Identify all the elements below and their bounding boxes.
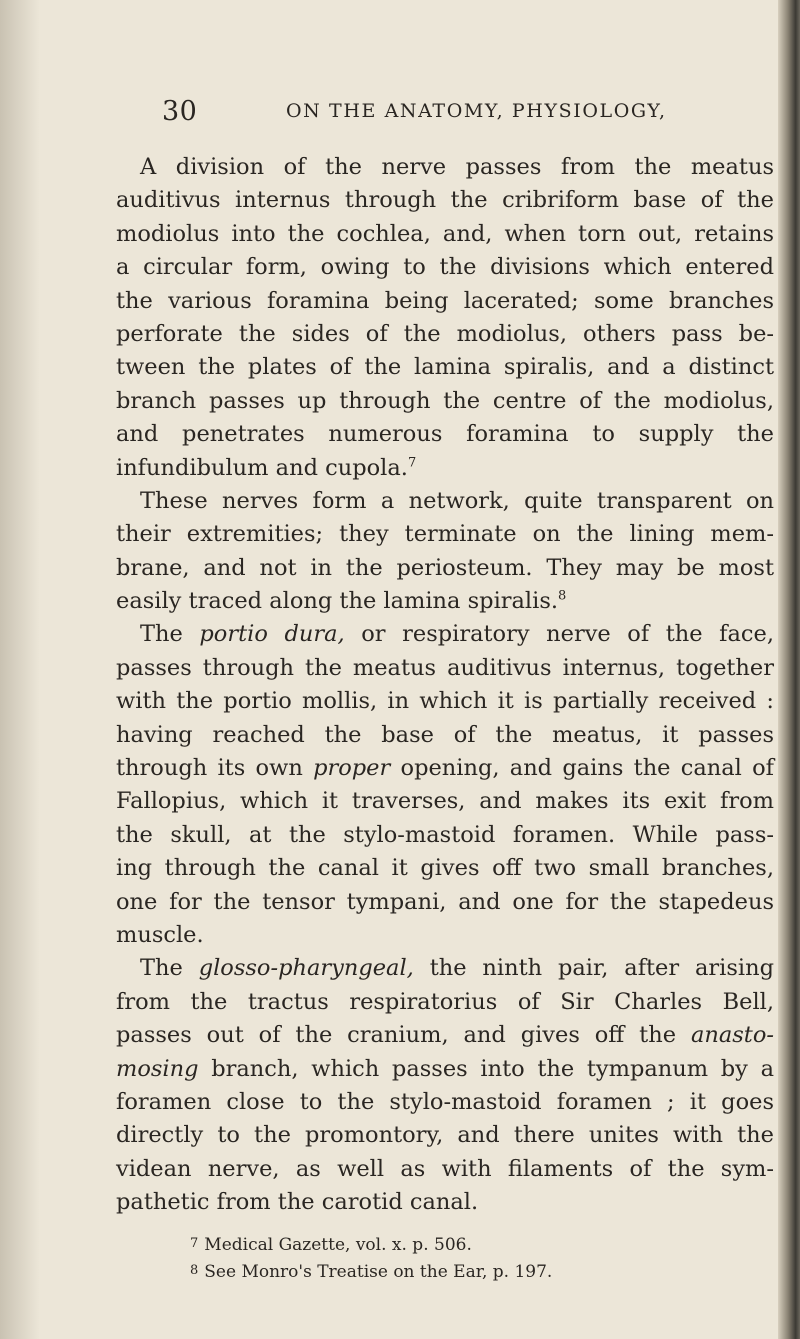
- text-line: [116, 552, 774, 585]
- footnote-text: See Monro's Treatise on the Ear, p. 197.: [204, 1262, 553, 1282]
- text-line: [116, 719, 774, 752]
- page-header: [162, 96, 742, 136]
- text-run: auditivus internus through the cribriform base of the: [116, 187, 774, 214]
- text-run: directly to the promontory, and there unites with the: [116, 1122, 774, 1149]
- text-line: [116, 819, 774, 852]
- text-run: Fallopius, which it traverses, and makes its exit from: [116, 788, 774, 815]
- text-run: the ninth pair, after arising: [413, 955, 774, 982]
- text-line: [116, 986, 774, 1019]
- text-line: [116, 752, 774, 785]
- text-line: [116, 218, 774, 251]
- text-run: ing through the canal it gives off two small branches,: [116, 855, 774, 882]
- page-number: 30: [162, 96, 198, 127]
- text-line: [116, 1086, 774, 1119]
- text-line: [116, 1019, 774, 1052]
- text-run: brane, and not in the periosteum. They may be most: [116, 554, 774, 581]
- text-run: The: [140, 621, 200, 648]
- footnote-mark: 8: [190, 1263, 199, 1278]
- text-line: [116, 1186, 774, 1219]
- text-run: videan nerve, as well as with filaments of the sym-: [116, 1155, 774, 1182]
- text-line: [116, 852, 774, 885]
- text-line: [116, 351, 774, 384]
- text-line: [116, 184, 774, 217]
- footnote-reference[interactable]: 7: [407, 455, 417, 471]
- text-line: [116, 585, 774, 618]
- footnote: [190, 1231, 750, 1258]
- text-line: [116, 652, 774, 685]
- text-run: their extremities; they terminate on the lining mem-: [116, 521, 774, 548]
- footnotes: [190, 1231, 750, 1285]
- text-run: passes out of the cranium, and gives off the: [116, 1022, 691, 1049]
- text-run: with the portio mollis, in which it is partially received :: [116, 688, 774, 715]
- text-run: The: [140, 955, 199, 982]
- text-line: [116, 1153, 774, 1186]
- footnote: [190, 1258, 750, 1285]
- text-line: [116, 952, 774, 985]
- text-run: tween the plates of the lamina spiralis, and a distinct: [116, 354, 774, 381]
- text-line: [116, 886, 774, 919]
- text-run: or respiratory nerve of the face,: [344, 621, 774, 648]
- text-run: modiolus into the cochlea, and, when torn out, retains: [116, 220, 774, 247]
- text-run: muscle.: [116, 921, 204, 948]
- text-line: [116, 251, 774, 284]
- text-run: These nerves form a network, quite transparent on: [140, 487, 774, 514]
- text-line: [116, 151, 774, 184]
- text-line: [116, 1053, 774, 1086]
- text-run: foramen close to the stylo-mastoid foramen ; it goes: [116, 1088, 774, 1115]
- running-title: ON THE ANATOMY, PHYSIOLOGY,: [286, 100, 667, 122]
- text-run: easily traced along the lamina spiralis.: [116, 588, 559, 615]
- text-run: A division of the nerve passes from the meatus: [140, 154, 774, 180]
- text-line: [116, 1119, 774, 1152]
- text-run: having reached the base of the meatus, it passes: [116, 721, 774, 748]
- italic-term: anasto-: [690, 1022, 774, 1049]
- text-run: pathetic from the carotid canal.: [116, 1189, 479, 1216]
- text-run: branch, which passes into the tympanum by a: [198, 1055, 774, 1082]
- text-run: opening, and gains the canal of: [390, 755, 774, 782]
- text-line: [116, 318, 774, 351]
- text-line: [116, 685, 774, 718]
- text-run: infundibulum and cupola.: [116, 454, 408, 481]
- italic-term: portio dura,: [199, 621, 345, 648]
- text-line: [116, 385, 774, 418]
- text-run: branch passes up through the centre of the modiolus,: [116, 387, 774, 414]
- text-line: [116, 485, 774, 518]
- text-run: and penetrates numerous foramina to supply the: [116, 421, 774, 448]
- text-line: [116, 919, 774, 952]
- text-line: [116, 618, 774, 651]
- text-run: from the tractus respiratorius of Sir Charles Bell,: [116, 988, 774, 1015]
- text-run: perforate the sides of the modiolus, others pass be-: [116, 320, 774, 347]
- text-run: one for the tensor tympani, and one for the stapedeus: [116, 888, 774, 915]
- text-run: through its own: [116, 755, 314, 782]
- italic-term: proper: [313, 755, 391, 782]
- text-line: [116, 785, 774, 818]
- footnote-reference[interactable]: 8: [558, 588, 567, 604]
- text-run: a circular form, owing to the divisions which entered: [116, 254, 774, 281]
- footnote-text: Medical Gazette, vol. x. p. 506.: [204, 1235, 472, 1255]
- text-line: [116, 418, 774, 451]
- page-gutter-shadow: [0, 0, 40, 1339]
- page-edge: [778, 0, 800, 1339]
- body-text: [116, 151, 774, 1220]
- text-run: passes through the meatus auditivus internus, together: [116, 654, 774, 681]
- text-line: [116, 518, 774, 551]
- text-line: [116, 452, 774, 485]
- footnote-mark: 7: [190, 1236, 199, 1251]
- text-line: [116, 285, 774, 318]
- text-run: the skull, at the stylo-mastoid foramen. While pass-: [116, 821, 774, 848]
- text-run: the various foramina being lacerated; some branches: [116, 287, 774, 314]
- italic-term: glosso-pharyngeal,: [198, 955, 414, 982]
- italic-term: mosing: [116, 1055, 199, 1082]
